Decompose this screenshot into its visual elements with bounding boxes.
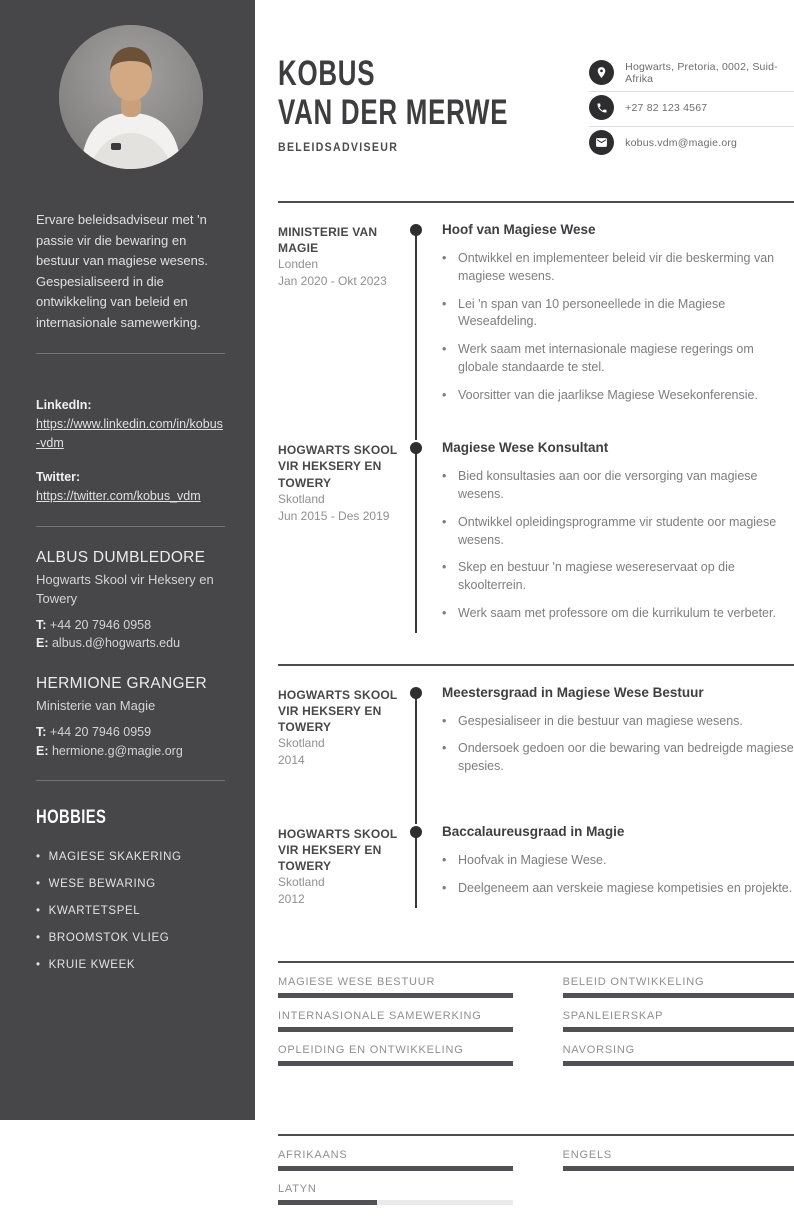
- job-bullet: • Ontwikkel opleidingsprogramme vir studente oor magiese wesens.: [442, 514, 794, 550]
- language-item: [278, 1183, 513, 1205]
- skill-bar-track: [278, 993, 513, 998]
- hobby-item: • KWARTETSPEL: [36, 905, 225, 917]
- skill-item: [278, 976, 513, 998]
- job-title: Magiese Wese Konsultant: [442, 440, 609, 456]
- language-item: [563, 1149, 794, 1171]
- company-name: MINISTERIE VAN MAGIE: [278, 225, 378, 256]
- education-body: [442, 685, 794, 786]
- contact-location-row: [589, 57, 794, 92]
- skill-item: [563, 976, 794, 998]
- hobbies-heading: HOBBIES: [36, 807, 107, 829]
- job-bullet: • Skep en bestuur 'n magiese wesereservaat op die skoolterrein.: [442, 559, 794, 595]
- contact-email-text: kobus.vdm@magie.org: [625, 136, 738, 149]
- education-entry: [278, 685, 794, 786]
- hobby-item: • BROOMSTOK VLIEG: [36, 932, 225, 944]
- skill-label: BELEID ONTWIKKELING: [562, 975, 705, 988]
- sidebar: [0, 0, 255, 1120]
- page-title: [278, 55, 589, 132]
- reference-email: [36, 742, 225, 761]
- employment-dates: Jun 2015 - Des 2019: [278, 508, 390, 523]
- email-value: hermione.g@magie.org: [51, 743, 183, 758]
- reference-entry: [36, 675, 225, 760]
- email-value: albus.d@hogwarts.edu: [51, 636, 181, 651]
- job-title: Hoof van Magiese Wese: [442, 222, 596, 237]
- skill-bar-track: [278, 1061, 513, 1066]
- timeline-line: [415, 447, 417, 632]
- job-bullets: [442, 468, 794, 622]
- language-bar-fill: [563, 1166, 794, 1171]
- language-bar-track: [563, 1166, 794, 1171]
- education-meta: [278, 685, 398, 786]
- reference-phone: [36, 723, 225, 742]
- degree-title: Baccalaureusgraad in Magie: [442, 823, 625, 839]
- phone-value: +44 20 7946 0958: [49, 617, 152, 632]
- company-location: Skotland: [278, 491, 325, 506]
- job-bullet: • Werk saam met internasionale magiese regerings om globale standaarde te stel.: [442, 341, 794, 377]
- reference-organization: Hogwarts Skool vir Heksery en Towery: [36, 571, 214, 606]
- employment-dates: Jan 2020 - Okt 2023: [278, 274, 387, 289]
- skill-item: [563, 1010, 794, 1032]
- language-label: LATYN: [278, 1182, 317, 1195]
- education-meta: [278, 824, 398, 908]
- phone-label: T:: [36, 617, 47, 632]
- email-label: E:: [36, 743, 49, 758]
- skill-bar-fill: [563, 993, 794, 998]
- spacer: [278, 1078, 794, 1134]
- degree-bullets: [442, 713, 794, 776]
- timeline-dot: [410, 442, 422, 454]
- degree-bullets: [442, 852, 794, 898]
- language-bar-track: [278, 1200, 513, 1205]
- education-section: [278, 666, 794, 908]
- experience-body: [442, 440, 794, 632]
- job-bullet: • Lei 'n span van 10 personeellede in die Magiese Weseafdeling.: [442, 296, 794, 332]
- linkedin-link[interactable]: https://www.linkedin.com/in/kobus-vdm: [36, 416, 223, 450]
- job-bullet: • Ontwikkel en implementeer beleid vir die beskerming van magiese wesens.: [442, 250, 794, 286]
- skill-bar-fill: [563, 1061, 794, 1066]
- language-label: AFRIKAANS: [278, 1148, 348, 1161]
- school-location: Skotland: [278, 736, 325, 751]
- education-body: [442, 824, 794, 908]
- degree-bullet: • Ondersoek gedoen oor die bewaring van bedreigde magiese spesies.: [442, 740, 794, 776]
- experience-entry: [278, 440, 794, 632]
- language-bar-fill: [278, 1166, 513, 1171]
- skill-bar-track: [563, 993, 794, 998]
- school-name: HOGWARTS SKOOL VIR HEKSERY EN TOWERY: [278, 687, 398, 734]
- contact-email-row: [589, 127, 794, 161]
- language-bar-fill: [278, 1200, 377, 1205]
- social-links: [36, 396, 225, 506]
- hobby-item: • WESE BEWARING: [36, 878, 225, 890]
- skill-label: SPANLEIERSKAP: [562, 1009, 664, 1022]
- skill-bar-track: [563, 1061, 794, 1066]
- hobby-item: • MAGIESE SKAKERING: [36, 851, 225, 863]
- profile-photo-illustration: [59, 25, 203, 169]
- job-role: BELEIDSADVISEUR: [278, 140, 399, 154]
- contact-phone-text: +27 82 123 4567: [625, 101, 708, 114]
- timeline-dot: [410, 687, 422, 699]
- profile-photo: [59, 25, 203, 169]
- reference-organization: Ministerie van Magie: [36, 698, 156, 714]
- skill-bar-fill: [278, 993, 513, 998]
- timeline-line: [415, 831, 417, 908]
- skill-label: MAGIESE WESE BESTUUR: [278, 975, 436, 988]
- experience-body: [442, 222, 794, 414]
- languages-section: [278, 1136, 794, 1217]
- spacer: [278, 908, 794, 961]
- graduation-year: 2014: [278, 752, 305, 767]
- first-name: KOBUS: [278, 54, 376, 93]
- reference-entry: [36, 549, 225, 653]
- hobby-item: • KRUIE KWEEK: [36, 959, 225, 971]
- experience-meta: [278, 222, 398, 414]
- twitter-label: Twitter:: [36, 470, 81, 485]
- reference-phone: [36, 616, 225, 635]
- language-bar-track: [278, 1166, 513, 1171]
- experience-section: [278, 203, 794, 633]
- timeline-dot: [410, 224, 422, 236]
- profile-summary: Ervare beleidsadviseur met 'n passie vir die bewaring en bestuur van magiese wesens. Gespesialiseerd in die ontwikkeling van beleid en internasionale samewerking.: [36, 212, 208, 330]
- degree-bullet: • Gespesialiseer in die bestuur van magiese wesens.: [442, 713, 794, 731]
- contact-block: [589, 57, 794, 161]
- skill-bar-fill: [563, 1027, 794, 1032]
- timeline-line: [415, 229, 417, 440]
- phone-icon: [589, 95, 614, 120]
- main-content: [255, 0, 794, 1195]
- contact-location-text: Hogwarts, Pretoria, 0002, Suid-Afrika: [625, 60, 778, 85]
- location-icon: [589, 60, 614, 85]
- contact-phone-row: [589, 92, 794, 127]
- skill-item: [278, 1010, 513, 1032]
- phone-value: +44 20 7946 0959: [49, 724, 152, 739]
- degree-title: Meestersgraad in Magiese Wese Bestuur: [442, 684, 704, 700]
- skill-label: INTERNASIONALE SAMEWERKING: [278, 1009, 482, 1022]
- company-location: Londen: [278, 257, 319, 272]
- school-name: HOGWARTS SKOOL VIR HEKSERY EN TOWERY: [278, 826, 398, 874]
- header: [278, 55, 794, 161]
- name-block: [278, 55, 589, 154]
- sidebar-divider: [36, 353, 225, 354]
- company-name: HOGWARTS SKOOL VIR HEKSERY EN TOWERY: [278, 443, 398, 490]
- last-name: VAN DER MERWE: [278, 92, 509, 132]
- school-location: Skotland: [278, 875, 325, 890]
- skill-item: [278, 1044, 513, 1066]
- education-entry: [278, 824, 794, 908]
- linkedin-label: LinkedIn:: [36, 398, 92, 413]
- skill-bar-track: [563, 1027, 794, 1032]
- experience-meta: [278, 440, 398, 632]
- hobbies-list: [36, 851, 225, 971]
- twitter-link[interactable]: https://twitter.com/kobus_vdm: [36, 489, 201, 504]
- sidebar-divider: [36, 526, 225, 527]
- job-bullet: • Voorsitter van die jaarlikse Magiese Wesekonferensie.: [442, 387, 794, 405]
- skill-bar-fill: [278, 1061, 513, 1066]
- reference-email: [36, 634, 225, 653]
- phone-label: T:: [36, 724, 47, 739]
- job-bullet: • Werk saam met professore om die kurrikulum te verbeter.: [442, 605, 794, 623]
- job-bullets: [442, 250, 794, 404]
- language-label: ENGELS: [562, 1148, 613, 1161]
- reference-name: HERMIONE GRANGER: [36, 675, 208, 693]
- email-icon: [589, 130, 614, 155]
- graduation-year: 2012: [278, 892, 305, 907]
- timeline: [398, 685, 442, 786]
- skills-section: [278, 963, 794, 1078]
- reference-name: ALBUS DUMBLEDORE: [36, 548, 206, 566]
- sidebar-divider: [36, 780, 225, 781]
- skill-label: OPLEIDING EN ONTWIKKELING: [278, 1043, 464, 1056]
- job-bullet: • Bied konsultasies aan oor die versorging van magiese wesens.: [442, 468, 794, 504]
- degree-bullet: • Deelgeneem aan verskeie magiese kompetisies en projekte.: [442, 880, 794, 898]
- timeline-dot: [410, 826, 422, 838]
- skill-bar-fill: [278, 1027, 513, 1032]
- timeline: [398, 440, 442, 632]
- timeline-line: [415, 692, 417, 824]
- skill-label: NAVORSING: [562, 1043, 635, 1056]
- timeline: [398, 824, 442, 908]
- experience-entry: [278, 222, 794, 414]
- language-item: [278, 1149, 513, 1171]
- degree-bullet: • Hoofvak in Magiese Wese.: [442, 852, 794, 870]
- email-label: E:: [36, 636, 49, 651]
- timeline: [398, 222, 442, 414]
- skill-item: [563, 1044, 794, 1066]
- skill-bar-track: [278, 1027, 513, 1032]
